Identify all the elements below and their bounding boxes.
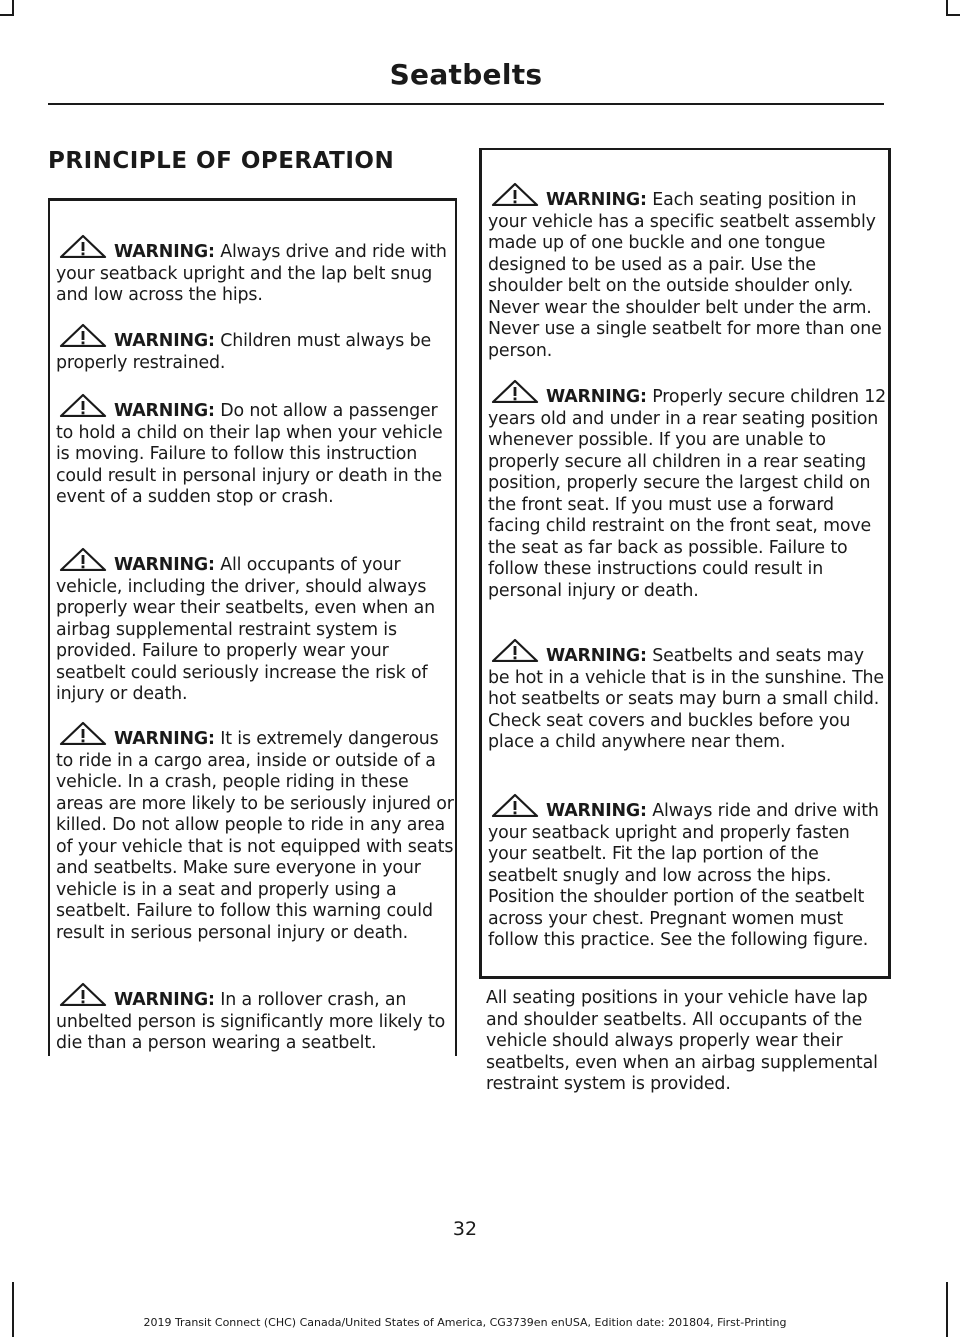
crop-mark <box>12 0 14 14</box>
warning-label: WARNING: <box>114 331 215 351</box>
warning-triangle-icon <box>58 393 108 417</box>
warning-label: WARNING: <box>114 555 215 575</box>
warning-item <box>56 982 456 1055</box>
warning-triangle-icon <box>490 793 540 817</box>
crop-mark <box>946 0 948 14</box>
warning-text: Always drive and ride with your seatback upright and the lap belt snug and low across the hips. <box>56 242 447 305</box>
warning-text: All occupants of your vehicle, including the driver, should always properly wear their seatbelts, even when an airbag supplemental restraint system is provided. Failure to properly wear your seatbelt could seriously increase the risk of injury or death. <box>56 555 435 704</box>
right-warning-box <box>479 148 891 979</box>
crop-mark <box>946 14 960 16</box>
warning-label: WARNING: <box>114 729 215 749</box>
warning-triangle-icon <box>58 323 108 347</box>
warning-label: WARNING: <box>114 242 215 262</box>
warning-triangle-icon <box>58 982 108 1006</box>
left-warning-box <box>48 198 457 1056</box>
warning-item <box>56 234 456 307</box>
page-number: 32 <box>452 1218 478 1240</box>
warning-text: Each seating position in your vehicle has a specific seatbelt assembly made up of one buckle and one tongue designed to be used as a pair. Use the shoulder belt on the outside shoulder only. Never wear the shoulder belt under the arm. Never use a single seatbelt for more than one person. <box>488 190 882 361</box>
warning-text: Properly secure children 12 years old and under in a rear seating position whenever possible. If you are unable to properly secure all children in a rear seating position, properly secure the largest child on the front seat. If you must use a forward facing child restraint on the front seat, move the seat as far back as possible. Failure to follow these instructions could result in personal injury or death. <box>488 387 887 601</box>
warning-label: WARNING: <box>546 190 647 210</box>
warning-text: In a rollover crash, an unbelted person is significantly more likely to die than a person wearing a seatbelt. <box>56 990 446 1053</box>
crop-mark <box>946 1282 948 1337</box>
warning-item <box>56 393 456 509</box>
warning-item <box>488 182 888 362</box>
warning-triangle-icon <box>490 638 540 662</box>
body-paragraph: All seating positions in your vehicle have lap and shoulder seatbelts. All occupants of the vehicle should always properly wear their seatbelts, even when an airbag supplemental restraint system is provided. <box>486 988 878 1094</box>
warning-text: Children must always be properly restrained. <box>56 331 432 373</box>
warning-text: It is extremely dangerous to ride in a cargo area, inside or outside of a vehicle. In a crash, people riding in these areas are more likely to be seriously injured or killed. Do not allow people to ride in any area of your vehicle that is not equipped with seats and seatbelts. Make sure everyone in your vehicle is in a seat and properly using a seatbelt. Failure to follow this warning could result in serious personal injury or death. <box>56 729 454 943</box>
warning-item <box>56 721 456 944</box>
warning-item <box>488 793 888 952</box>
header-divider <box>48 103 884 105</box>
warning-label: WARNING: <box>114 990 215 1010</box>
warning-text: Seatbelts and seats may be hot in a vehicle that is in the sunshine. The hot seatbelts or seats may burn a small child. Check seat covers and buckles before you place a child anywhere near them. <box>488 646 884 752</box>
warning-triangle-icon <box>58 234 108 258</box>
warning-label: WARNING: <box>546 646 647 666</box>
warning-label: WARNING: <box>114 401 215 421</box>
warning-text: Do not allow a passenger to hold a child on their lap when your vehicle is moving. Failure to follow this instruction could result in personal injury or death in the event of a sudden stop or crash. <box>56 401 443 507</box>
warning-item <box>56 547 456 706</box>
warning-text: Always ride and drive with your seatback upright and properly fasten your seatbelt. Fit the lap portion of the seatbelt snugly and low across the hips. Position the shoulder portion of the seatbelt across your chest. Pregnant women must follow this practice. See the following figure. <box>488 801 879 950</box>
warning-item <box>56 323 456 374</box>
warning-label: WARNING: <box>546 387 647 407</box>
warning-triangle-icon <box>58 721 108 745</box>
footer-text: 2019 Transit Connect (CHC) Canada/United States of America, CG3739en enUSA, Edition date: 201804, First-Printing <box>143 1316 787 1329</box>
warning-triangle-icon <box>58 547 108 571</box>
warning-triangle-icon <box>490 379 540 403</box>
page-title: Seatbelts <box>389 58 543 91</box>
warning-item <box>488 379 888 602</box>
crop-mark <box>0 14 14 16</box>
warning-triangle-icon <box>490 182 540 206</box>
warning-label: WARNING: <box>546 801 647 821</box>
warning-item <box>488 638 888 754</box>
section-title: PRINCIPLE OF OPERATION <box>48 148 395 174</box>
